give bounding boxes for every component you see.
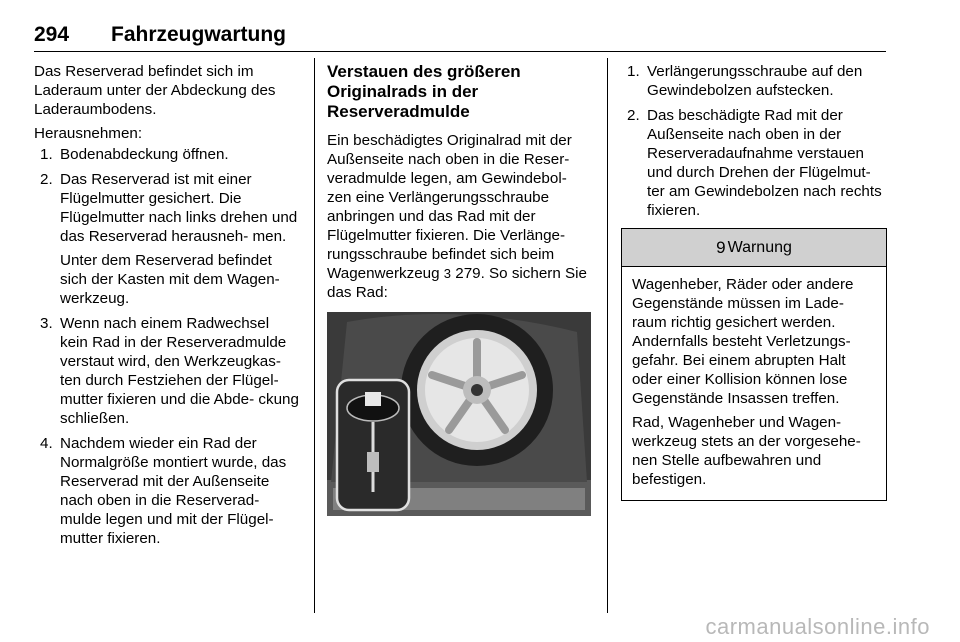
- step-text: Nachdem wieder ein Rad der Normalgröße montiert wurde, das Reserverad mit der Außenseite nach oben in die Reserverad- mulde legen und mit der Flügel- mutter fixieren.: [60, 435, 287, 547]
- list-item: [621, 62, 887, 100]
- column-divider-right: [607, 58, 608, 613]
- page-ref-icon: 3: [443, 266, 452, 281]
- step-text: Verlängerungsschraube auf den Gewindebolzen aufstecken.: [647, 63, 863, 99]
- step-number: 2.: [627, 107, 640, 124]
- step-text: Das beschädigte Rad mit der Außenseite nach oben in der Reserveradaufnahme verstauen und durch Drehen der Flügelmut- ter am Gewindebolzen nach rechts fixieren.: [647, 107, 882, 219]
- intro-paragraph: Das Reserverad befindet sich im Laderaum unter der Abdeckung des Laderaumbodens.: [34, 63, 276, 118]
- list-item: [621, 106, 887, 220]
- list-item: [34, 314, 300, 428]
- step-number: 3.: [40, 315, 53, 332]
- step-number: 1.: [627, 63, 640, 80]
- list-item: [34, 145, 300, 164]
- list-item: [34, 434, 300, 548]
- warning-icon: 9: [716, 238, 726, 257]
- list-item: [34, 170, 300, 308]
- step-number: 2.: [40, 171, 53, 188]
- step-number: 4.: [40, 435, 53, 452]
- warning-title: Warnung: [727, 239, 792, 256]
- step-text: Wenn nach einem Radwechsel kein Rad in der Reserveradmulde verstaut wird, den Werkzeugkas- ten durch Festziehen der Flügel- mutter fixieren und die Abde- ckung schließen.: [60, 315, 299, 427]
- step-text: Bodenabdeckung öffnen.: [60, 146, 229, 163]
- section-body: [327, 131, 593, 302]
- warning-box: [621, 228, 887, 501]
- page-title: Fahrzeugwartung: [111, 23, 287, 46]
- remove-lead: Herausnehmen:: [34, 125, 143, 142]
- page-ref-text: 279. So sichern Sie das Rad:: [327, 265, 587, 301]
- section-heading: Verstauen des größeren Originalrads in der Reserveradmulde: [327, 62, 521, 121]
- column-middle: [327, 62, 593, 516]
- warning-body: [622, 267, 886, 500]
- column-right: [621, 62, 887, 501]
- column-divider-left: [314, 58, 315, 613]
- watermark: carmanualsonline.info: [705, 614, 930, 639]
- spare-wheel-illustration: [327, 312, 591, 516]
- spare-wheel-drawing: [327, 312, 591, 516]
- step-subtext: Unter dem Reserverad befindet sich der Kasten mit dem Wagen- werkzeug.: [60, 252, 280, 307]
- column-left: [34, 62, 300, 554]
- page-number: 294: [34, 23, 70, 46]
- warning-paragraph: Rad, Wagenheber und Wagen- werkzeug stets an der vorgesehe- nen Stelle aufbewahren und befestigen.: [632, 414, 861, 488]
- page-header: [34, 20, 886, 52]
- warning-paragraph: Wagenheber, Räder oder andere Gegenstände müssen im Lade- raum richtig gesichert werden. Andernfalls besteht Verletzungs- gefahr. Bei einem abrupten Halt oder einer Kollision können lose Gegenstände Insassen treffen.: [632, 276, 854, 407]
- step-number: 1.: [40, 146, 53, 163]
- step-text: Das Reserverad ist mit einer Flügelmutter gesichert. Die Flügelmutter nach links drehen und das Reserverad herausneh- men.: [60, 171, 298, 245]
- warning-header: [622, 229, 886, 267]
- section-body-text: Ein beschädigtes Originalrad mit der Außenseite nach oben in die Reser- veradmulde legen, am Gewindebol- zen eine Verlängerungsschraube anbringen und das Rad mit der Flügelmutter fixieren. Die Verlänge- rungsschraube befindet sich beim Wagenwerkzeug: [327, 132, 572, 282]
